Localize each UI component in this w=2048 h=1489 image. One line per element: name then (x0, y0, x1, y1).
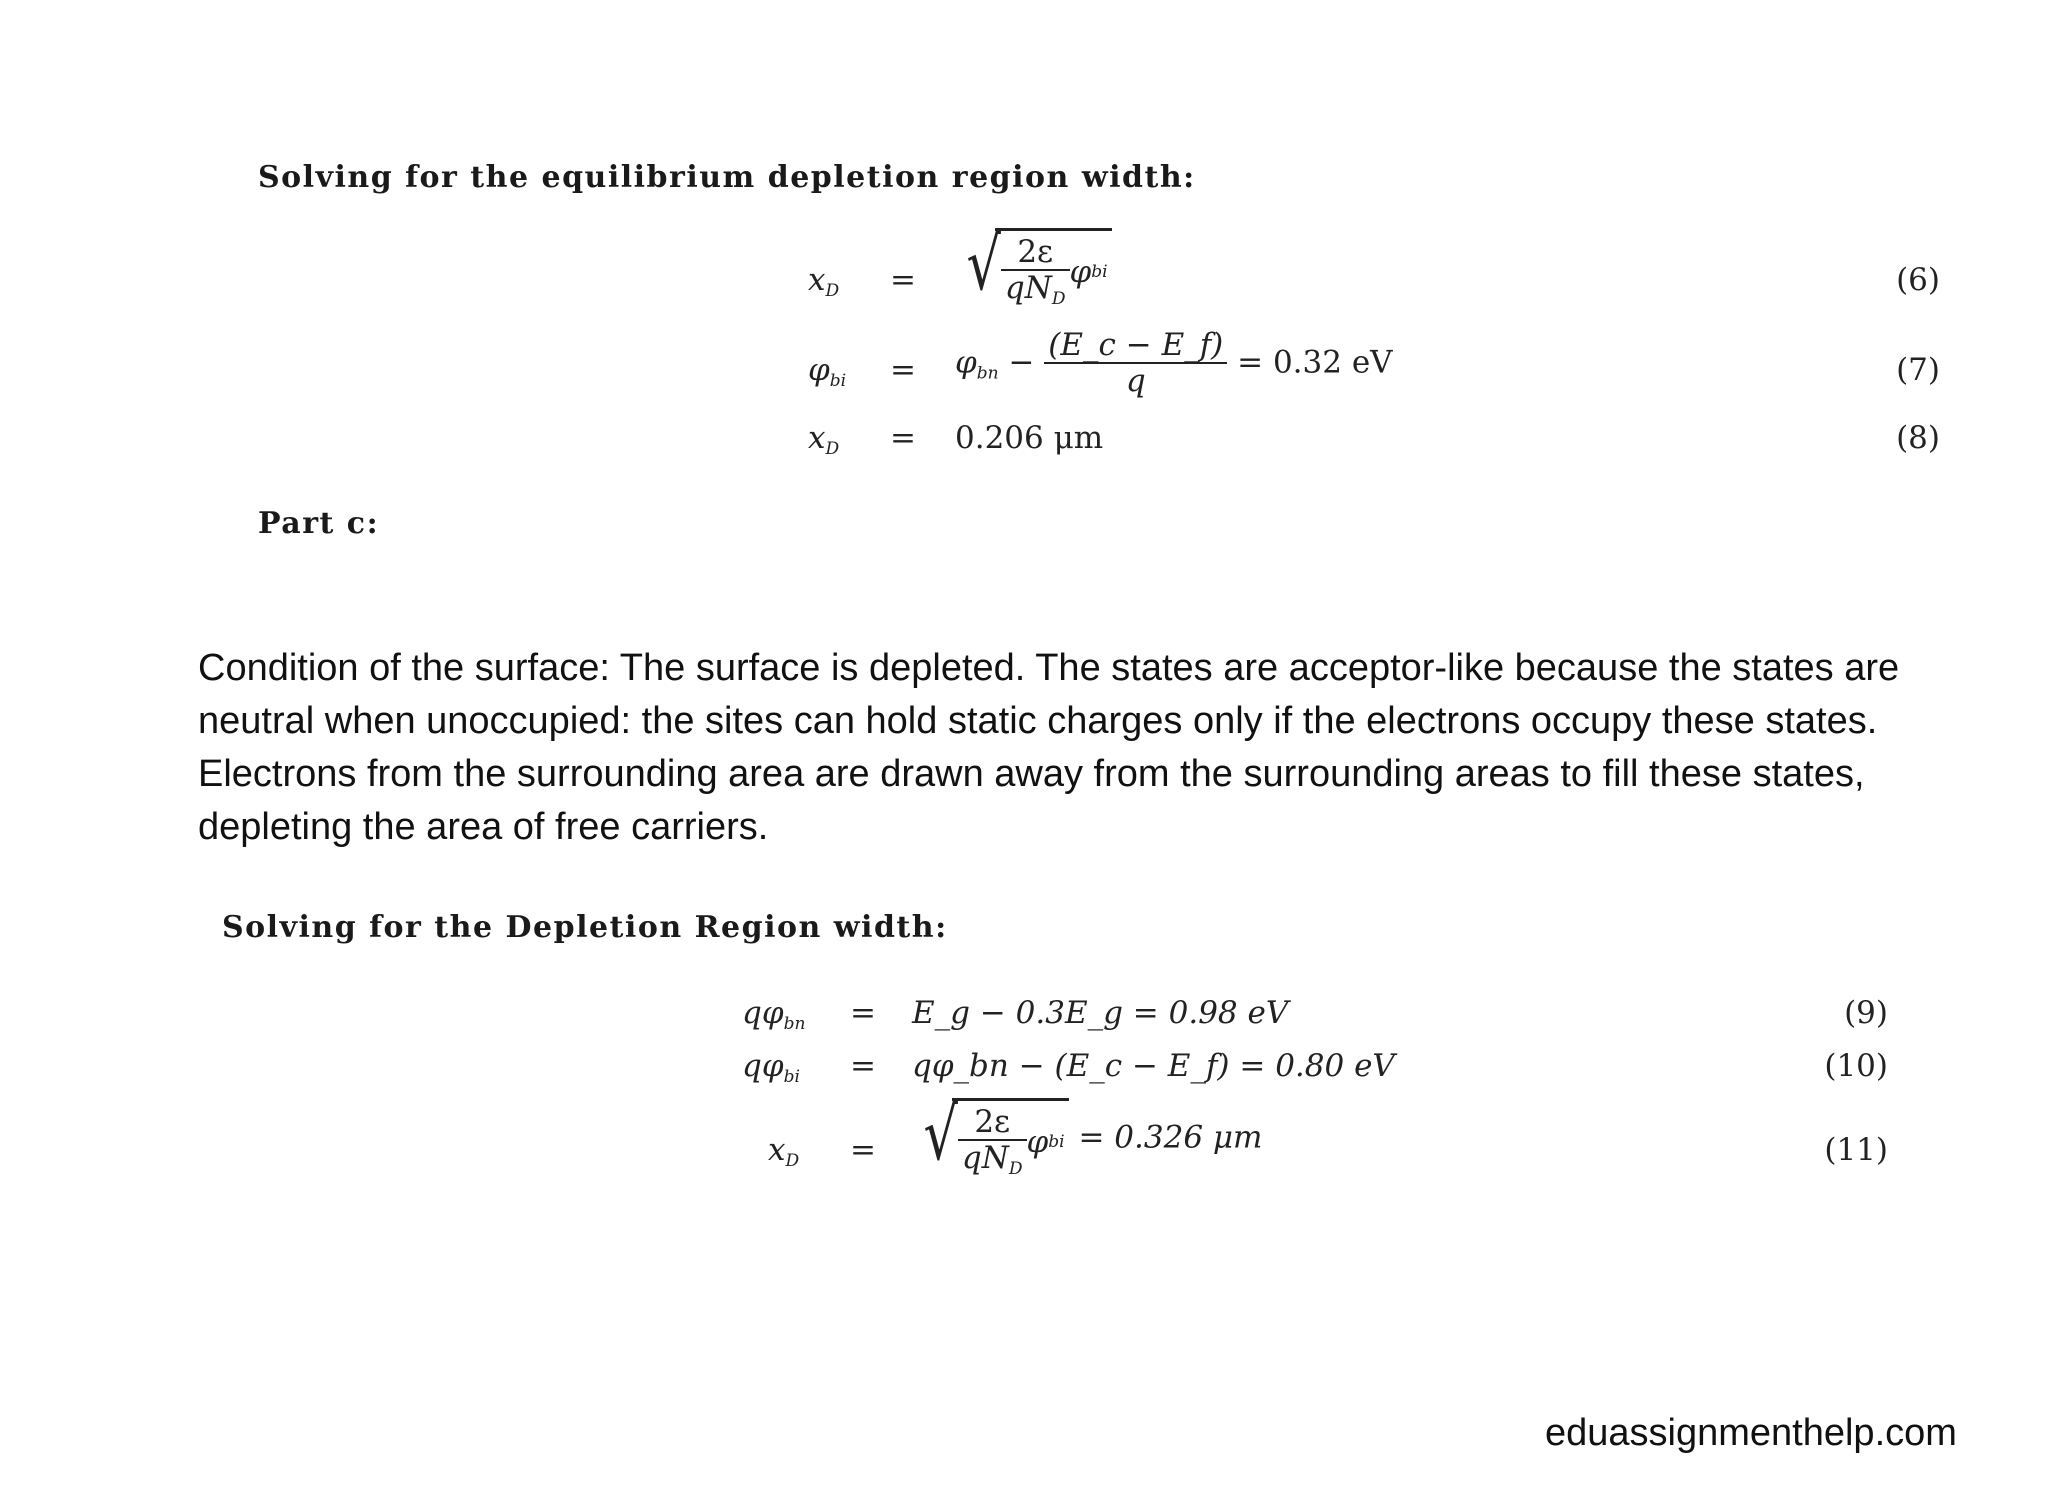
eq7-rel: = (890, 352, 916, 388)
eq6-rhs: √ $\frac{2\varepsilon}{qN_D}$ φ bi (955, 228, 1112, 310)
eq10-rel: = (850, 1048, 876, 1084)
eq11-rel: = (850, 1132, 876, 1168)
eq6-number: (6) (1896, 262, 1940, 298)
eq6-lhs: $x_D$ (808, 262, 840, 301)
eq9-rhs: E_g − 0.3E_g = 0.98 eV (912, 995, 1289, 1031)
part-c-label: Part c: (258, 506, 380, 541)
eq7-lhs: $\varphi_{bi}$ (808, 352, 847, 391)
eq11-rhs: √ $\frac{2\varepsilon}{qN_D}$ φ bi = 0.326 μm (923, 1092, 1263, 1180)
eq8-lhs: $x_D$ (808, 420, 840, 459)
equilibrium-heading: Solving for the equilibrium depletion region width: (258, 160, 1196, 195)
eq9-number: (9) (1844, 995, 1888, 1031)
eq8-rel: = (890, 420, 916, 456)
eq6-rel: = (890, 262, 916, 298)
eq10-rhs: qφ_bn − (E_c − E_f) = 0.80 eV (912, 1048, 1395, 1084)
condition-paragraph: Condition of the surface: The surface is depleted. The states are acceptor-like because the states are neutral when unoccupied: the sites can hold static charges only if the electrons occupy these states. Electrons from the surrounding area are drawn away from the surrounding areas to fill these states, depleting the area of free carriers. (198, 647, 1900, 848)
eq11-number: (11) (1824, 1132, 1888, 1168)
eq10-lhs: $q\varphi_{bi}$ (742, 1048, 800, 1087)
eq9-lhs: $q\varphi_{bn}$ (742, 995, 806, 1034)
eq11-lhs: $x_D$ (768, 1132, 800, 1171)
eq8-number: (8) (1896, 420, 1940, 456)
eq10-number: (10) (1824, 1048, 1888, 1084)
footer-site-url: eduassignmenthelp.com (1545, 1412, 1957, 1454)
depletion-region-heading: Solving for the Depletion Region width: (222, 910, 948, 945)
eq9-rel: = (850, 995, 876, 1031)
eq8-rhs: 0.206 μm (955, 420, 1104, 456)
eq7-number: (7) (1896, 352, 1940, 388)
eq7-rhs: $\varphi_{bn}$ − $\frac{(E\_c - E\_f)}{q}$ = 0.32 eV (955, 327, 1393, 400)
